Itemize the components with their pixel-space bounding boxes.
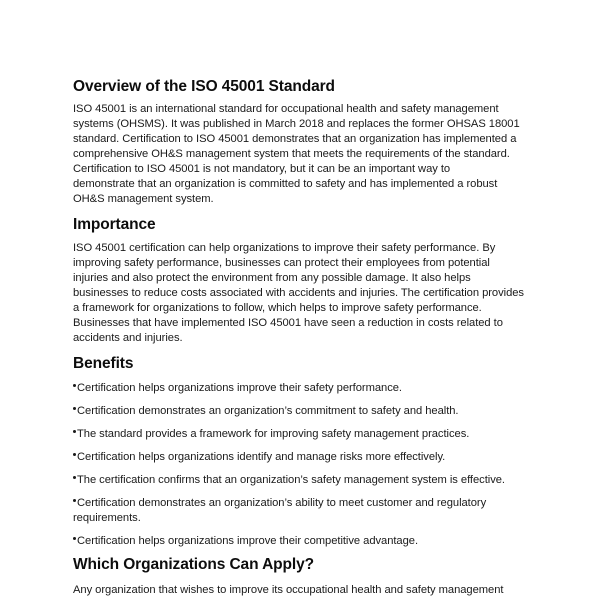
- bullet-icon: [73, 537, 76, 540]
- heading-overview: Overview of the ISO 45001 Standard: [73, 78, 335, 95]
- benefit-text: The certification confirms that an organization’s safety management system is effective.: [77, 474, 505, 486]
- benefit-text: The standard provides a framework for improving safety management practices.: [77, 428, 470, 440]
- paragraph-which-organizations: [73, 583, 533, 598]
- benefit-text: Certification demonstrates an organization’s commitment to safety and health.: [77, 405, 459, 417]
- benefit-list-item: [73, 496, 533, 526]
- heading-benefits: Benefits: [73, 355, 134, 372]
- bullet-icon: [73, 430, 76, 433]
- paragraph-line: Certification to ISO 45001 is not mandatory, but it can be an important way to: [73, 163, 451, 175]
- paragraph-line: businesses to reduce costs associated with accidents and injuries. The certification provides: [73, 287, 524, 299]
- paragraph-line: a framework for organizations to follow, which helps to improve safety performance.: [73, 302, 482, 314]
- benefit-list-item: [73, 381, 533, 396]
- benefit-text: Certification demonstrates an organization’s ability to meet customer and regulatory: [77, 497, 487, 509]
- benefit-list-item: [73, 404, 533, 419]
- paragraph-line: comprehensive OH&S management system that meets the requirements of the standard.: [73, 148, 510, 160]
- benefit-text-continued: requirements.: [73, 512, 141, 524]
- paragraph-overview: [73, 102, 533, 207]
- paragraph-line: OH&S management system.: [73, 193, 214, 205]
- paragraph-line: systems (OHSMS). It was published in March 2018 and replaces the former OHSAS 18001: [73, 118, 520, 130]
- bullet-icon: [73, 407, 76, 410]
- paragraph-line: demonstrate that an organization is committed to safety and has implemented a robust: [73, 178, 498, 190]
- benefit-list-item: [73, 534, 533, 549]
- paragraph-line: Any organization that wishes to improve its occupational health and safety management: [73, 584, 504, 596]
- heading-importance: Importance: [73, 216, 156, 233]
- benefit-text: Certification helps organizations improve their safety performance.: [77, 382, 402, 394]
- paragraph-line: ISO 45001 is an international standard for occupational health and safety management: [73, 103, 499, 115]
- bullet-icon: [73, 384, 76, 387]
- paragraph-line: improving safety performance, businesses can protect their employees from potential: [73, 257, 490, 269]
- paragraph-line: standard. Certification to ISO 45001 demonstrates that an organization has implemented a: [73, 133, 517, 145]
- benefit-text: Certification helps organizations identify and manage risks more effectively.: [77, 451, 446, 463]
- paragraph-line: accidents and injuries.: [73, 332, 183, 344]
- bullet-icon: [73, 453, 76, 456]
- paragraph-line: injuries and also protect the environment from any possible damage. It also helps: [73, 272, 471, 284]
- benefit-list-item: [73, 473, 533, 488]
- benefit-list-item: [73, 450, 533, 465]
- paragraph-line: Businesses that have implemented ISO 45001 have seen a reduction in costs related to: [73, 317, 503, 329]
- bullet-icon: [73, 499, 76, 502]
- heading-which-organizations: Which Organizations Can Apply?: [73, 556, 314, 573]
- bullet-icon: [73, 476, 76, 479]
- paragraph-line: ISO 45001 certification can help organizations to improve their safety performance. By: [73, 242, 496, 254]
- paragraph-importance: [73, 241, 533, 346]
- benefit-text: Certification helps organizations improve their competitive advantage.: [77, 535, 419, 547]
- benefit-list-item: [73, 427, 533, 442]
